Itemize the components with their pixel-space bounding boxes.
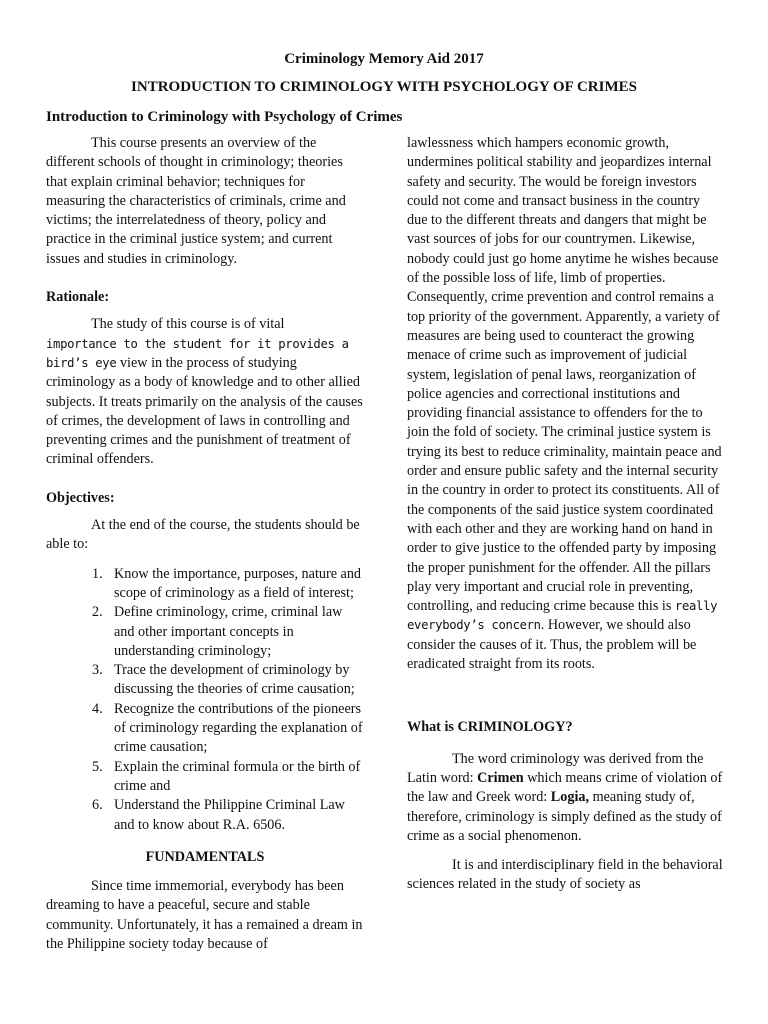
- list-item: 3. Trace the development of criminology by discussing the theories of crime causation;: [92, 662, 355, 698]
- rationale-paragraph: [46, 315, 364, 469]
- rationale-heading: Rationale:: [46, 289, 110, 306]
- objectives-heading: Objectives:: [46, 489, 115, 506]
- list-item: 6. Understand the Philippine Criminal Law and to know about R.A. 6506.: [92, 797, 345, 833]
- intro-paragraph: This course presents an overview of the different schools of thought in criminology; theories that explain criminal behavior; techniques for measuring the characteristics of criminals, crime and victims; the interrelatedness of theory, policy and practice in the criminal justice system; and current issues and studies in criminology.: [46, 135, 346, 267]
- crimen-term: Crimen: [477, 769, 524, 786]
- fundamentals-heading: FUNDAMENTALS: [145, 848, 265, 865]
- fundamentals-paragraph: Since time immemorial, everybody has been dreaming to have a peaceful, secure and stable community. Unfortunately, it has a remained a dream in the Philippine society today because of: [46, 878, 363, 952]
- definition-paragraph: The word criminology was derived from the Latin word: Crimen which means crime of violation of the law and Greek word: Logia, meaning study of, therefore, criminology is simply defined as the study of crime as a social phenomenon.: [407, 750, 723, 844]
- document-subtitle: INTRODUCTION TO CRIMINOLOGY WITH PSYCHOLOGY OF CRIMES: [131, 79, 637, 95]
- section-title: Introduction to Criminology with Psychology of Crimes: [46, 109, 403, 125]
- document-title: Criminology Memory Aid 2017: [284, 51, 484, 67]
- lawlessness-paragraph: lawlessness which hampers economic growth, undermines political stability and jeopardizes internal safety and security. The would be foreign investors could not come and transact business in the country due to the different threats and dangers that might be vast sources of jobs for our countrymen. Likewise, nobody could just go home anytime he wishes because of the possible loss of life, limb of properties. Consequently, crime prevention and control remains a top priority of the government. Apparently, a variety of measures are being used to counteract the growing menace of crime such as improvement of judicial system, legislation of penal laws, reorganization of police agencies and correctional institutions and providing financial assistance to offenders for the to join the fold of society. The criminal justice system is trying its best to reduce criminality, maintain peace and order and ensure public safety and the internal security in the country in order to protect its constituents. All of the components of the said justice system coordinated with each other and they are working hand on hand in order to give justice to the offended party by imposing the proper punishment for the offender. All the pillars play very important and crucial role in preventing, controlling, and reducing crime because this is really everybody’s concern. However, we should also consider the causes of it. Thus, the problem will be eradicated straight from its roots.: [407, 135, 722, 673]
- list-item: 4. Recognize the contributions of the pioneers of criminology regarding the explanation of crime causation;: [92, 700, 363, 756]
- rationale-mono-text: importance to the student for it provides a bird’s eye: [46, 336, 349, 370]
- right-column: [407, 134, 723, 895]
- list-item: 2. Define criminology, crime, criminal law and other important concepts in understanding criminology;: [92, 604, 343, 659]
- left-column: [46, 134, 364, 954]
- logia-term: Logia,: [550, 789, 590, 806]
- objectives-list: [46, 565, 364, 835]
- list-item: 1. Know the importance, purposes, nature and scope of criminology as a field of interest;: [92, 565, 362, 601]
- objectives-intro: At the end of the course, the students should be able to:: [46, 517, 360, 553]
- what-is-criminology-heading: What is CRIMINOLOGY?: [407, 719, 573, 736]
- rationale-rest: view in the process of studying criminology as a body of knowledge and to other allied subjects. It treats primarily on the analysis of the causes of crimes, the development of laws in controlling and preventing crimes and the punishment of treatment of criminal offenders.: [46, 354, 363, 468]
- rationale-start: The study of this course is of vital: [91, 316, 285, 333]
- list-item: 5. Explain the criminal formula or the birth of crime and: [92, 758, 361, 794]
- concern-mono-text: really everybody’s concern: [407, 599, 718, 633]
- interdisciplinary-paragraph: It is and interdisciplinary field in the behavioral sciences related in the study of society as: [407, 857, 723, 893]
